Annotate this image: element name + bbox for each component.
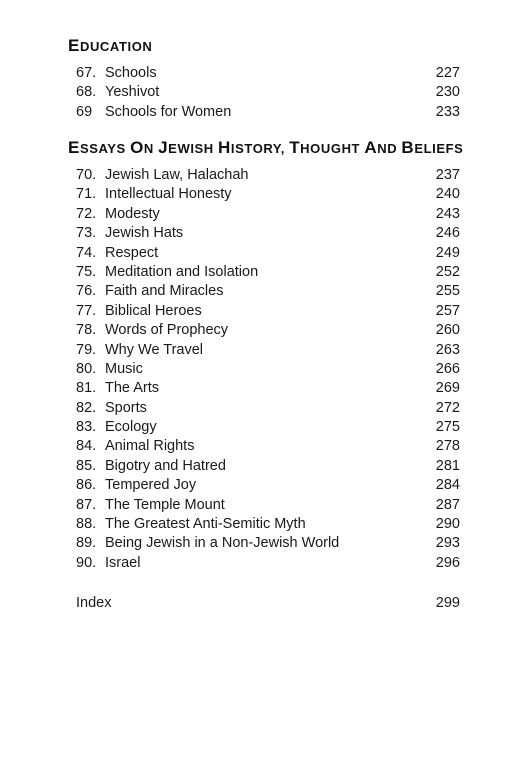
entry-page-number: 240 — [435, 186, 460, 203]
entry-page-number: 266 — [435, 360, 460, 377]
toc-entry[interactable] — [76, 166, 460, 185]
entry-number: 75. — [76, 263, 97, 280]
entry-number: 90. — [76, 554, 97, 571]
entry-page-number: 263 — [435, 341, 460, 358]
toc-entry[interactable] — [76, 418, 460, 437]
entry-page-number: 246 — [435, 225, 460, 242]
entry-title: The Temple Mount — [105, 496, 225, 513]
entry-number: 85. — [76, 457, 97, 474]
toc-entry[interactable] — [76, 205, 460, 224]
entry-page-number: 252 — [435, 263, 460, 280]
toc-entry[interactable] — [76, 554, 460, 573]
toc-entry[interactable] — [76, 302, 460, 321]
entry-title: Ecology — [105, 419, 157, 436]
entry-page-number: 296 — [435, 554, 460, 571]
toc-entry[interactable] — [76, 360, 460, 379]
index-entry[interactable] — [76, 593, 460, 613]
toc-entry[interactable] — [76, 244, 460, 263]
entry-number: 81. — [76, 380, 97, 397]
toc-entry[interactable] — [76, 263, 460, 282]
entry-page-number: 284 — [435, 477, 460, 494]
entry-page-number: 272 — [435, 399, 460, 416]
section-heading-education: EDUCATION — [68, 36, 153, 55]
entry-page-number: 249 — [435, 244, 460, 261]
toc-entry[interactable] — [76, 64, 460, 83]
toc-entry[interactable] — [76, 379, 460, 398]
entry-title: Biblical Heroes — [105, 302, 202, 319]
entry-page-number: 275 — [435, 419, 460, 436]
entry-number: 71. — [76, 186, 97, 203]
entry-title: Yeshivot — [105, 84, 160, 101]
entry-title: Schools — [105, 65, 157, 81]
toc-entry[interactable] — [76, 437, 460, 456]
entry-page-number: 237 — [435, 167, 460, 183]
toc-entry[interactable] — [76, 476, 460, 495]
entry-number: 88. — [76, 516, 97, 533]
entry-page-number: 278 — [435, 438, 460, 455]
entry-title: Jewish Law, Halachah — [105, 167, 249, 183]
entry-number: 82. — [76, 399, 97, 416]
entry-title: Meditation and Isolation — [105, 263, 259, 280]
entry-number: 76. — [76, 283, 97, 300]
entry-number: 78. — [76, 322, 97, 339]
entry-title: Schools for Women — [105, 103, 232, 120]
entry-page-number: 290 — [435, 516, 460, 533]
entry-number: 73. — [76, 225, 97, 242]
section-entries-education — [76, 64, 460, 122]
index-label: Index — [76, 595, 112, 611]
entry-number: 86. — [76, 477, 97, 494]
entry-page-number: 227 — [435, 65, 460, 81]
entry-number: 72. — [76, 205, 97, 222]
toc-entry[interactable] — [76, 282, 460, 301]
toc-entry[interactable] — [76, 399, 460, 418]
toc-entry[interactable] — [76, 185, 460, 204]
entry-page-number: 260 — [435, 322, 460, 339]
entry-title: The Arts — [105, 380, 159, 397]
entry-title: Modesty — [105, 205, 160, 222]
toc-entry[interactable] — [76, 83, 460, 102]
entry-number: 67. — [76, 65, 97, 81]
entry-title: Sports — [105, 399, 147, 416]
entry-page-number: 269 — [435, 380, 460, 397]
entry-page-number: 255 — [435, 283, 460, 300]
entry-page-number: 233 — [435, 103, 460, 120]
entry-title: Being Jewish in a Non-Jewish World — [105, 535, 340, 552]
entry-title: Intellectual Honesty — [105, 186, 232, 203]
toc-entry[interactable] — [76, 321, 460, 340]
entry-page-number: 243 — [435, 205, 460, 222]
entry-page-number: 257 — [435, 302, 460, 319]
toc-entry[interactable] — [76, 224, 460, 243]
entry-page-number: 287 — [435, 496, 460, 513]
entry-number: 79. — [76, 341, 97, 358]
entry-title: Why We Travel — [105, 341, 204, 358]
section-heading-essays: ESSAYS ON JEWISH HISTORY, THOUGHT AND BELIEFS — [68, 138, 464, 157]
toc-entry[interactable] — [76, 534, 460, 553]
entry-page-number: 281 — [435, 457, 460, 474]
entry-title: Words of Prophecy — [105, 322, 229, 339]
entry-title: The Greatest Anti-Semitic Myth — [105, 516, 306, 533]
toc-entry[interactable] — [76, 515, 460, 534]
entry-title: Tempered Joy — [105, 477, 197, 494]
entry-number: 89. — [76, 535, 97, 552]
entry-page-number: 293 — [435, 535, 460, 552]
index-page-number: 299 — [435, 595, 460, 611]
entry-number: 80. — [76, 360, 97, 377]
entry-number: 83. — [76, 419, 97, 436]
entry-number: 68. — [76, 84, 97, 101]
toc-entry[interactable] — [76, 457, 460, 476]
entry-title: Israel — [105, 554, 141, 571]
entry-title: Faith and Miracles — [105, 283, 224, 300]
toc-entry[interactable] — [76, 341, 460, 360]
entry-page-number: 230 — [435, 84, 460, 101]
entry-number: 69 — [76, 103, 93, 120]
entry-number: 74. — [76, 244, 97, 261]
section-entries-essays — [76, 166, 460, 573]
entry-number: 70. — [76, 167, 97, 183]
entry-title: Respect — [105, 244, 159, 261]
entry-title: Music — [105, 360, 143, 377]
entry-number: 87. — [76, 496, 97, 513]
entry-title: Jewish Hats — [105, 225, 184, 242]
toc-entry[interactable] — [76, 496, 460, 515]
entry-number: 77. — [76, 302, 97, 319]
entry-title: Animal Rights — [105, 438, 195, 455]
entry-title: Bigotry and Hatred — [105, 457, 226, 474]
toc-entry[interactable] — [76, 103, 460, 122]
entry-number: 84. — [76, 438, 97, 455]
